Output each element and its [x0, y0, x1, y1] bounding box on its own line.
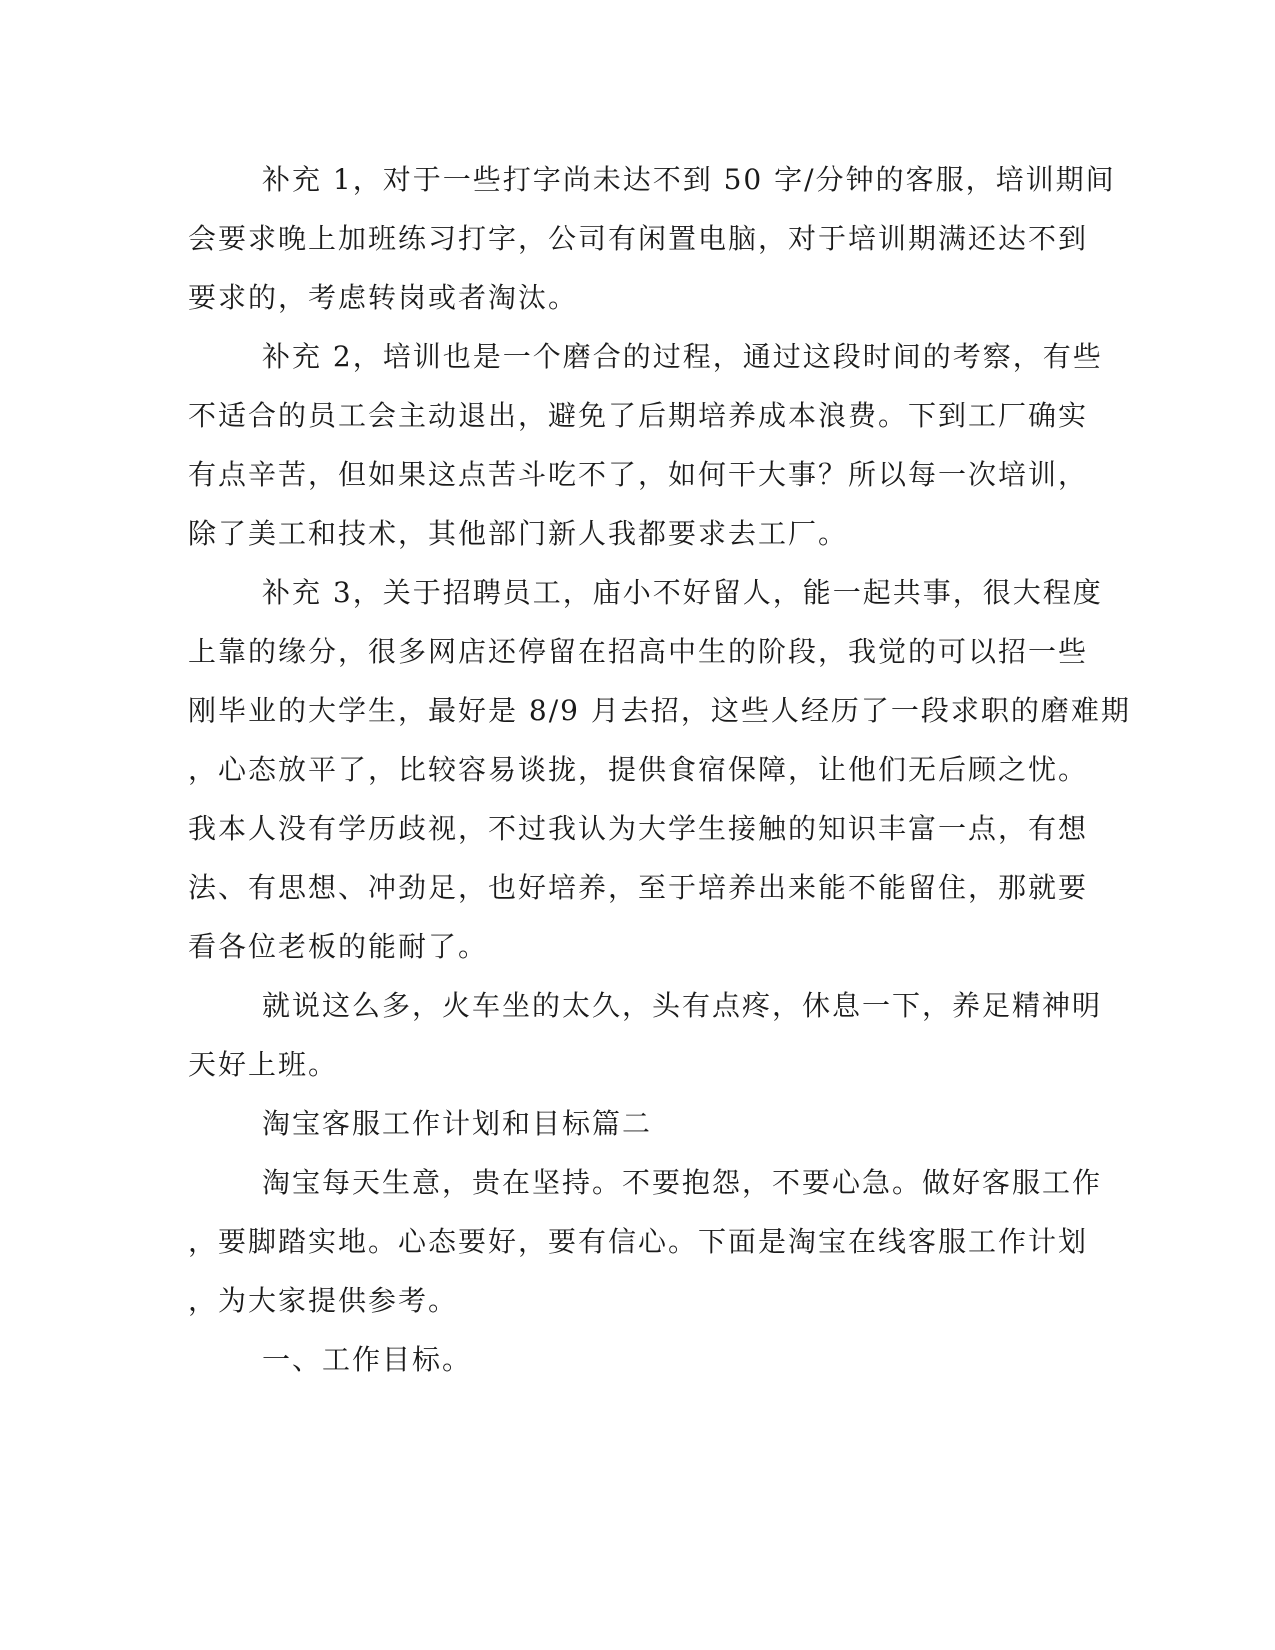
- paragraph-3-line-3: 刚毕业的大学生，最好是 8/9 月去招，这些人经历了一段求职的磨难期: [188, 694, 1131, 727]
- subsection-heading: 一、工作目标。: [262, 1343, 473, 1376]
- paragraph-3-line-6: 法、有思想、冲劲足，也好培养，至于培养出来能不能留住，那就要: [188, 871, 1089, 904]
- paragraph-3-line-2: 上靠的缘分，很多网店还停留在招高中生的阶段，我觉的可以招一些: [188, 635, 1089, 668]
- paragraph-6-line-1: 淘宝每天生意，贵在坚持。不要抱怨，不要心急。做好客服工作: [262, 1166, 1103, 1199]
- paragraph-4-line-2: 天好上班。: [188, 1048, 339, 1081]
- paragraph-1-line-3: 要求的，考虑转岗或者淘汰。: [188, 281, 579, 314]
- paragraph-1-line-2: 会要求晚上加班练习打字，公司有闲置电脑，对于培训期满还达不到: [188, 222, 1089, 255]
- paragraph-6-line-2: ，要脚踏实地。心态要好，要有信心。下面是淘宝在线客服工作计划: [188, 1225, 1089, 1258]
- paragraph-2-line-4: 除了美工和技术，其他部门新人我都要求去工厂。: [188, 517, 849, 550]
- paragraph-1-line-1: 补充 1，对于一些打字尚未达不到 50 字/分钟的客服，培训期间: [262, 163, 1116, 196]
- paragraph-2-line-1: 补充 2，培训也是一个磨合的过程，通过这段时间的考察，有些: [262, 340, 1103, 373]
- paragraph-3-line-7: 看各位老板的能耐了。: [188, 930, 489, 963]
- paragraph-2-line-2: 不适合的员工会主动退出，避免了后期培养成本浪费。下到工厂确实: [188, 399, 1089, 432]
- paragraph-4-line-1: 就说这么多，火车坐的太久，头有点疼，休息一下，养足精神明: [262, 989, 1103, 1022]
- paragraph-3-line-5: 我本人没有学历歧视，不过我认为大学生接触的知识丰富一点，有想: [188, 812, 1089, 845]
- paragraph-6-line-3: ，为大家提供参考。: [188, 1284, 459, 1317]
- paragraph-2-line-3: 有点辛苦，但如果这点苦斗吃不了，如何干大事？所以每一次培训，: [188, 458, 1089, 491]
- paragraph-3-line-4: ，心态放平了，比较容易谈拢，提供食宿保障，让他们无后顾之忧。: [188, 753, 1089, 786]
- paragraph-3-line-1: 补充 3，关于招聘员工，庙小不好留人，能一起共事，很大程度: [262, 576, 1103, 609]
- section-heading: 淘宝客服工作计划和目标篇二: [262, 1107, 653, 1140]
